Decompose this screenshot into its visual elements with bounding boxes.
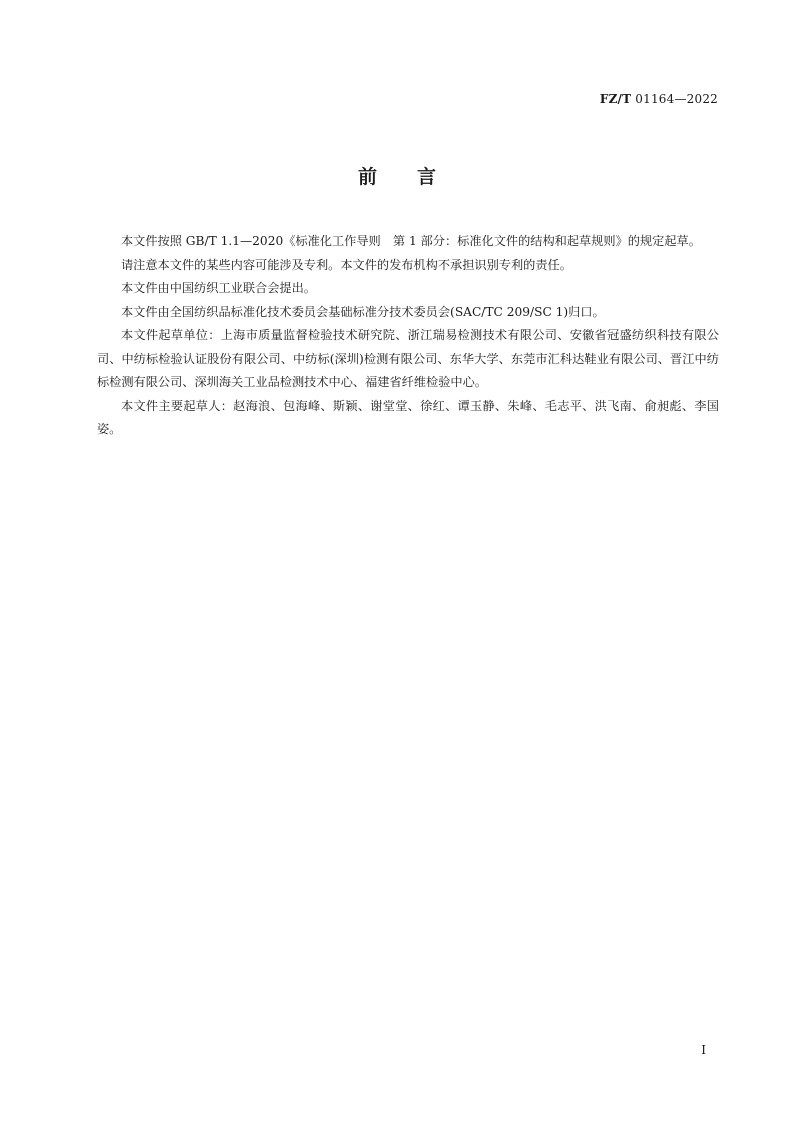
page-title: [0, 162, 794, 189]
page-title-first-char: 前: [357, 166, 377, 188]
page-number: I: [701, 1043, 706, 1057]
standard-code-number: 01164—2022: [631, 92, 718, 106]
standard-code-prefix: FZ/T: [599, 92, 632, 106]
standard-code: [600, 92, 718, 106]
paragraph-proposer: 本文件由中国纺织工业联合会提出。: [121, 281, 316, 295]
page-title-second-char: 言: [417, 166, 437, 188]
foreword-body: [97, 230, 719, 442]
paragraph-patent-notice: 请注意本文件的某些内容可能涉及专利。本文件的发布机构不承担识别专利的责任。: [121, 257, 572, 272]
paragraph-main-drafters: 本文件主要起草人：赵海浪、包海峰、斯颖、谢堂堂、徐红、谭玉静、朱峰、毛志平、洪飞南、俞昶彪、李国姿。: [97, 398, 719, 436]
paragraph-responsible-committee: 本文件由全国纺织品标准化技术委员会基础标准分技术委员会(SAC/TC 209/SC 1)归口。: [121, 304, 605, 319]
paragraph-drafting-organizations: 本文件起草单位：上海市质量监督检验技术研究院、浙江瑞易检测技术有限公司、安徽省冠盛纺织科技有限公司、中纺标检验认证股份有限公司、中纺标(深圳)检测有限公司、东华大学、东莞市汇科达鞋业有限公司、晋江中纺标检测有限公司、深圳海关工业品检测技术中心、福建省纤维检验中心。: [97, 328, 719, 389]
paragraph-drafting-rules: 本文件按照 GB/T 1.1—2020《标准化工作导则 第 1 部分：标准化文件的结构和起草规则》的规定起草。: [121, 234, 701, 248]
